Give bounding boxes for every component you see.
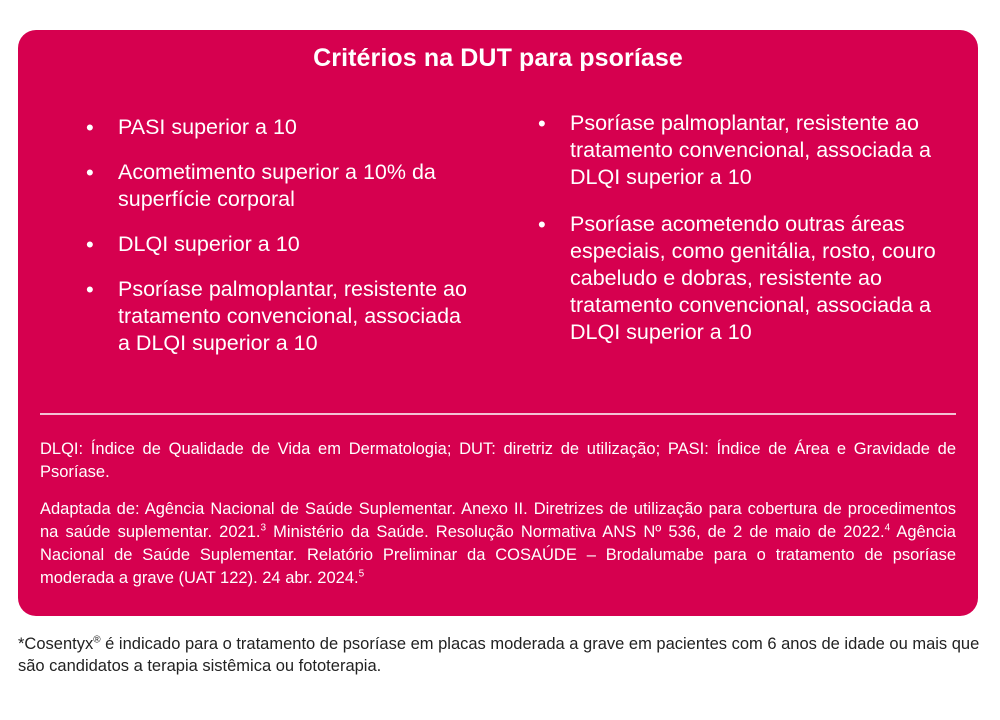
- source-text-1: Adaptada de: Agência Nacional de Saúde Suplementar. Anexo II. Diretrizes de utilização para cobertura de procedimentos na saúde suplementar. 2021.: [40, 500, 956, 541]
- source-text-3: Agência Nacional de Saúde Suplementar. Relatório Preliminar da COSAÚDE – Brodalumabe para o tratamento de psoríase moderada a grave (UAT 122). 24 abr. 2024.: [40, 523, 956, 587]
- list-item: [538, 110, 943, 191]
- bullet-icon: •: [86, 160, 94, 185]
- list-item: [538, 211, 943, 346]
- bullet-icon: •: [86, 232, 94, 257]
- source-note: [40, 498, 956, 590]
- list-item: [86, 159, 476, 213]
- list-item-text: Psoríase palmoplantar, resistente ao tratamento convencional, associada a DLQI superior a 10: [570, 111, 931, 189]
- criteria-list-left: [86, 114, 476, 375]
- bullet-icon: •: [86, 277, 94, 302]
- bullet-icon: •: [538, 111, 546, 136]
- footnote-text: é indicado para o tratamento de psoríase em placas moderada a grave em pacientes com 6 anos de idade ou mais que são candidatos a terapia sistêmica ou fototerapia.: [18, 635, 980, 675]
- reference-mark: 3: [260, 522, 267, 534]
- card-title: Critérios na DUT para psoríase: [313, 44, 683, 72]
- list-item-text: Psoríase palmoplantar, resistente ao tratamento convencional, associada a DLQI superior a 10: [118, 277, 467, 355]
- list-item: [86, 114, 476, 141]
- list-item-text: PASI superior a 10: [118, 115, 297, 139]
- bullet-icon: •: [86, 115, 94, 140]
- abbreviations-note: DLQI: Índice de Qualidade de Vida em Dermatologia; DUT: diretriz de utilização; PASI: Índice de Área e Gravidade de Psoríase.: [40, 440, 956, 481]
- list-item-text: Acometimento superior a 10% da superfície corporal: [118, 160, 436, 211]
- list-item: [86, 276, 476, 357]
- footnote-prefix: *Cosentyx: [18, 635, 94, 653]
- card-notes: [40, 438, 956, 604]
- criteria-list-right: [538, 110, 943, 366]
- list-item: [86, 231, 476, 258]
- list-item-text: DLQI superior a 10: [118, 232, 300, 256]
- criteria-card: [18, 30, 978, 616]
- source-text-2: Ministério da Saúde. Resolução Normativa ANS Nº 536, de 2 de maio de 2022.: [266, 523, 885, 541]
- list-item-text: Psoríase acometendo outras áreas especiais, como genitália, rosto, couro cabeludo e dobras, resistente ao tratamento convencional, associada a DLQI superior a 10: [570, 212, 936, 344]
- bullet-icon: •: [538, 212, 546, 237]
- reference-mark: 5: [358, 568, 365, 580]
- footnote: [18, 633, 980, 677]
- registered-mark: ®: [93, 634, 101, 646]
- divider: [40, 413, 956, 415]
- reference-mark: 4: [884, 522, 891, 534]
